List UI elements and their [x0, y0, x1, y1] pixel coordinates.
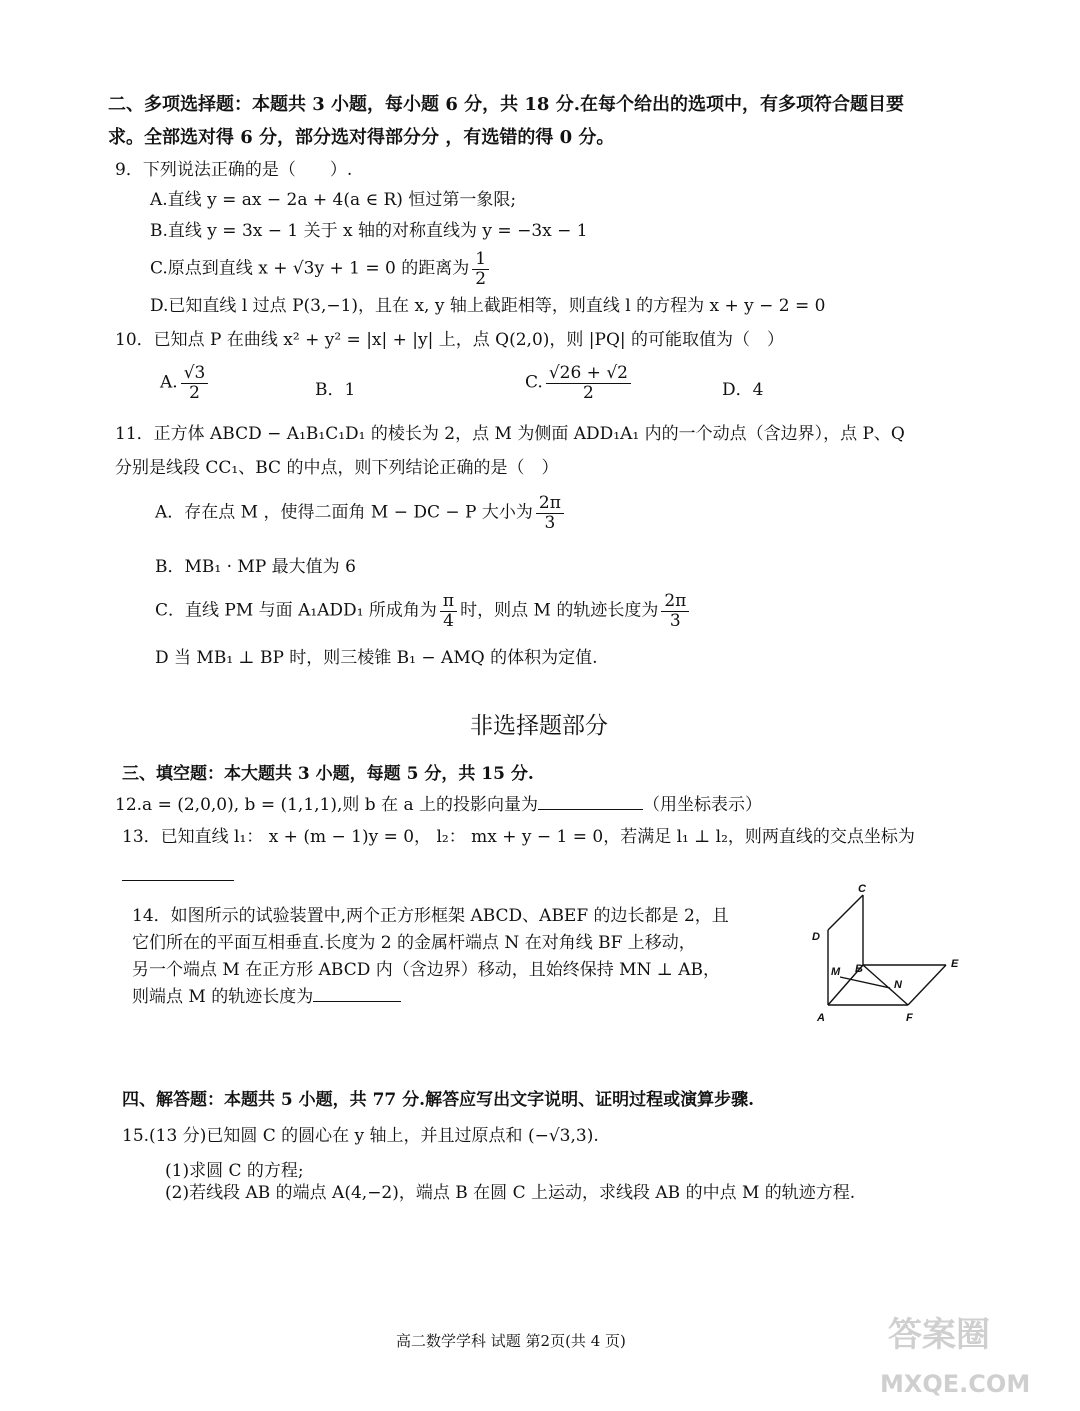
nonchoice-section-title: 非选择题部分: [470, 713, 608, 739]
q14-line4-text: 则端点 M 的轨迹长度为: [132, 987, 314, 1007]
q10-option-d: D．4: [722, 380, 764, 400]
q9-option-c: [150, 250, 492, 288]
q14-line4: [132, 987, 401, 1007]
q15-part2: (2)若线段 AB 的端点 A(4,−2)，端点 B 在圆 C 上运动，求线段 AB 的中点 M 的轨迹方程.: [165, 1183, 856, 1203]
q12-note: （用坐标表示）: [643, 795, 763, 815]
fig-label-a: A: [817, 1012, 825, 1024]
q13-stem: 13．已知直线 l₁： x + (m − 1)y = 0， l₂： mx + y − 1 = 0，若满足 l₁ ⊥ l₂，则两直线的交点坐标为: [122, 827, 915, 847]
q10-a-denominator: 2: [189, 382, 200, 403]
q15-part1: (1)求圆 C 的方程;: [165, 1161, 304, 1181]
q10-option-b: B．1: [315, 380, 356, 400]
q11-option-d: D 当 MB₁ ⊥ BP 时，则三棱锥 B₁ − AMQ 的体积为定值.: [155, 648, 598, 668]
fig-label-d: D: [812, 931, 820, 943]
page-footer: 高二数学学科 试题 第2页(共 4 页): [396, 1332, 626, 1350]
fig-edge-fe: [908, 965, 946, 1005]
fig-label-e: E: [951, 958, 959, 970]
section2-header-line2: 求。全部选对得 6 分，部分选对得部分分 ，有选错的得 0 分。: [108, 127, 615, 148]
q11-option-a-text: A．存在点 M ，使得二面角 M − DC − P 大小为: [155, 502, 533, 523]
q10-stem: 10．已知点 P 在曲线 x² + y² = |x| + |y| 上，点 Q(2,0)，则 |PQ| 的可能取值为（ ）: [115, 330, 785, 350]
fig-label-f: F: [906, 1012, 913, 1024]
q14-line2: 它们所在的平面互相垂直.长度为 2 的金属杆端点 N 在对角线 BF 上移动，: [132, 933, 696, 953]
q10-c-denominator: 2: [582, 382, 594, 403]
q14-line3: 另一个端点 M 在正方形 ABCD 内（含边界）移动，且始终保持 MN ⊥ AB，: [132, 960, 720, 980]
q11-option-a: [155, 494, 567, 532]
q12: [115, 795, 762, 815]
section3-header: 三、填空题：本大题共 3 小题，每题 5 分，共 15 分.: [122, 764, 534, 784]
fig-label-c: C: [858, 883, 866, 895]
q11-stem-line1: 11．正方体 ABCD − A₁B₁C₁D₁ 的棱长为 2，点 M 为侧面 ADD₁A₁ 内的一个动点（含边界），点 P、Q: [115, 424, 905, 444]
q11-c-denominator2: 3: [669, 610, 681, 631]
fig-label-n: N: [894, 979, 902, 991]
fig-label-m: M: [831, 966, 841, 978]
q14-line1: 14．如图所示的试验装置中,两个正方形框架 ABCD、ABEF 的边长都是 2，且: [132, 906, 729, 926]
q11-option-c-mid: 时，则点 M 的轨迹长度为: [460, 600, 659, 621]
q11-c-denominator1: 4: [443, 610, 454, 631]
q11-c-numerator1: π: [440, 592, 457, 612]
q14-figure: [808, 880, 978, 1030]
q9-option-a: A.直线 y = ax − 2a + 4(a ∈ R) 恒过第一象限;: [150, 190, 517, 210]
q11-a-numerator: 2π: [536, 494, 564, 514]
q11-option-c: [155, 592, 692, 630]
watermark-url: MXQE.COM: [880, 1370, 1031, 1398]
q12-answer-blank: [538, 809, 643, 810]
q13-answer-blank: [122, 880, 234, 881]
q10-option-a: [160, 364, 211, 402]
q9-stem: 9．下列说法正确的是（ ）.: [115, 160, 353, 180]
q11-stem-line2: 分别是线段 CC₁、BC 的中点，则下列结论正确的是（ ）: [115, 458, 559, 478]
q9-option-c-fraction: [472, 250, 489, 288]
q11-option-a-fraction: [536, 494, 564, 532]
q11-option-c-fraction2: [661, 592, 689, 630]
q9-c-numerator: 1: [472, 250, 489, 270]
section2-header-line1: 二、多项选择题：本题共 3 小题，每小题 6 分，共 18 分.在每个给出的选项中，有多项符合题目要: [108, 94, 904, 115]
q9-option-d: D.已知直线 l 过点 P(3,−1)，且在 x, y 轴上截距相等，则直线 l 的方程为 x + y − 2 = 0: [150, 296, 826, 316]
q9-option-b: B.直线 y = 3x − 1 关于 x 轴的对称直线为 y = −3x − 1: [150, 221, 588, 241]
q10-option-c: [525, 364, 634, 402]
q10-option-a-label: A.: [160, 372, 178, 393]
fig-label-b: B: [855, 963, 863, 975]
q11-option-c-text: C．直线 PM 与面 A₁ADD₁ 所成角为: [155, 600, 437, 621]
fig-edge-dc: [828, 895, 863, 930]
q10-a-numerator: √3: [181, 364, 209, 384]
q14-answer-blank: [313, 1001, 401, 1002]
q9-option-c-text: C.原点到直线 x + √3y + 1 = 0 的距离为: [150, 258, 470, 279]
q11-c-numerator2: 2π: [661, 592, 689, 612]
q11-option-c-fraction1: [440, 592, 457, 630]
watermark-logo: 答案圈: [888, 1315, 990, 1355]
q10-c-numerator: √26 + √2: [546, 364, 631, 384]
q10-option-c-label: C.: [525, 372, 543, 393]
q10-option-a-fraction: [181, 364, 209, 402]
q10-option-c-fraction: [546, 364, 631, 402]
q11-a-denominator: 3: [544, 512, 556, 533]
q15-stem: 15.(13 分)已知圆 C 的圆心在 y 轴上，并且过原点和 (−√3,3).: [122, 1126, 599, 1146]
q9-c-denominator: 2: [475, 268, 487, 289]
q12-text: 12.a = (2,0,0), b = (1,1,1),则 b 在 a 上的投影向量为: [115, 795, 539, 815]
q11-option-b: B．MB₁ · MP 最大值为 6: [155, 557, 356, 577]
section4-header: 四、解答题：本题共 5 小题，共 77 分.解答应写出文字说明、证明过程或演算步骤.: [122, 1090, 754, 1110]
